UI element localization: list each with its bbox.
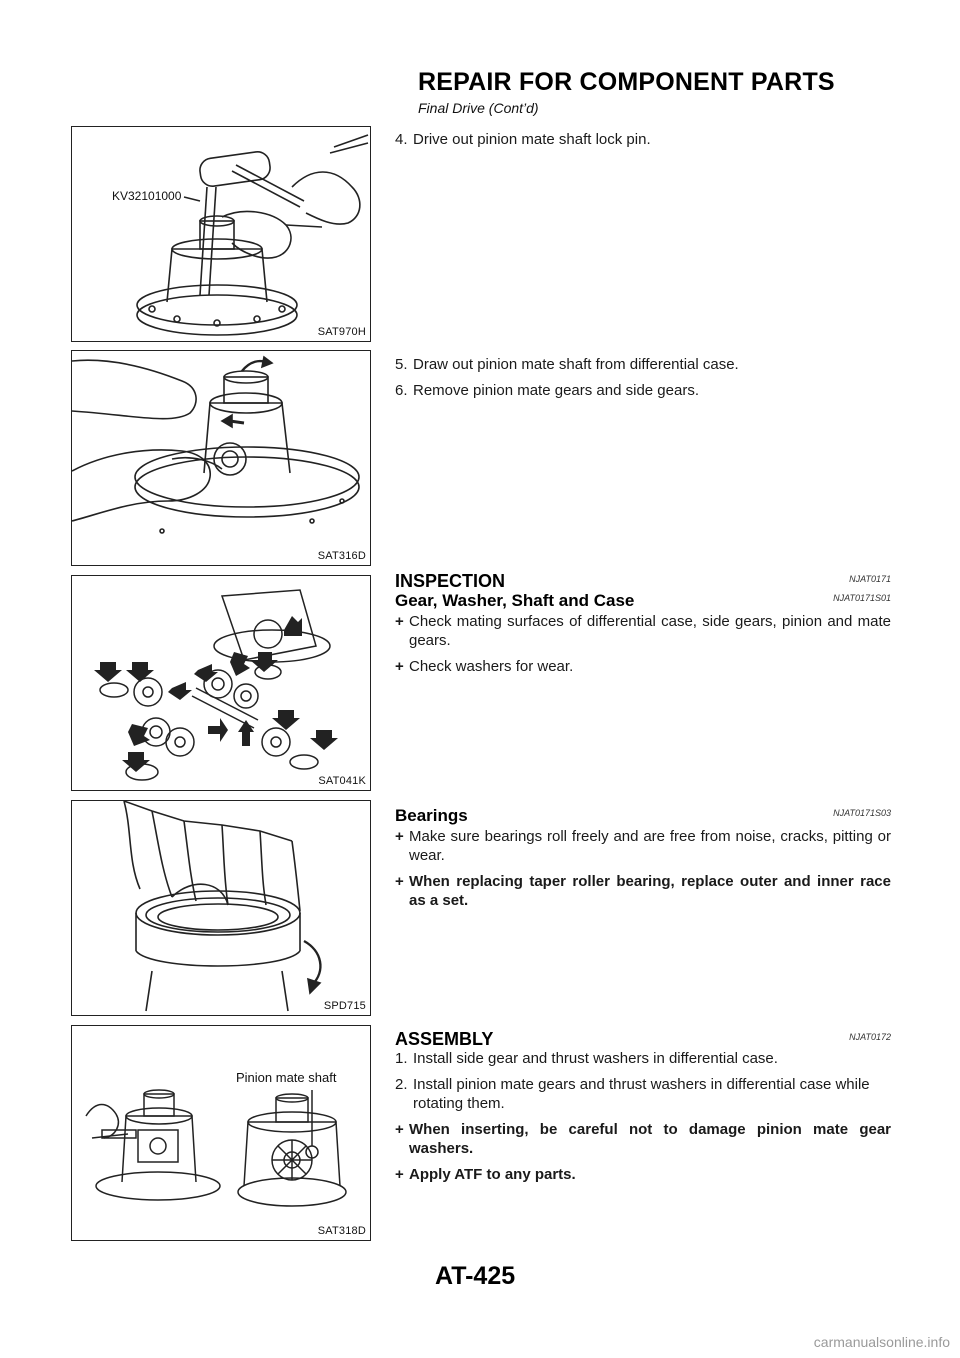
section-heading: ASSEMBLY NJAT0172 — [395, 1029, 891, 1049]
ref-code: NJAT0171S01 — [833, 593, 891, 603]
assembly-illustration — [72, 1026, 370, 1240]
figure-sat970h — [71, 126, 371, 342]
figure-sat318d — [71, 1025, 371, 1241]
figure-spd715 — [71, 800, 371, 1016]
figure-code: SAT970H — [317, 326, 366, 338]
bullet-item: + When inserting, be careful not to damage pinion mate gear washers. — [395, 1121, 891, 1157]
subsection-heading: Bearings NJAT0171S03 — [395, 806, 891, 825]
step-item: 5. Draw out pinion mate shaft from differential case. — [395, 356, 739, 373]
figure-code: SPD715 — [323, 1000, 366, 1012]
figure-code: SAT041K — [318, 775, 366, 787]
bullet-item: + Check mating surfaces of differential case, side gears, pinion and mate gears. — [395, 613, 891, 649]
section-bearings — [395, 806, 891, 917]
ref-code: NJAT0171 — [849, 574, 891, 584]
step-item: 1. Install side gear and thrust washers in differential case. — [395, 1050, 778, 1067]
page-number: AT-425 — [435, 1262, 516, 1290]
figure-sat316d — [71, 350, 371, 566]
hammer-pin-illustration — [72, 127, 370, 341]
step-item: 2. Install pinion mate gears and thrust washers in differential case while rotating them. — [395, 1076, 870, 1112]
watermark: carmanualsonline.info — [813, 1334, 950, 1350]
remove-gear-illustration — [72, 351, 370, 565]
step-item: 6. Remove pinion mate gears and side gears. — [395, 382, 699, 399]
step-item: 4. Drive out pinion mate shaft lock pin. — [395, 131, 651, 148]
figure-code: SAT316D — [317, 550, 366, 562]
figure-sat041k — [71, 575, 371, 791]
bearing-illustration — [72, 801, 370, 1015]
section-heading: INSPECTION NJAT0171 — [395, 571, 891, 591]
section-remove-gears — [395, 355, 891, 407]
bullet-item: + Apply ATF to any parts. — [395, 1166, 576, 1183]
section-assembly — [395, 1030, 891, 1191]
figure-code: SAT318D — [317, 1225, 366, 1237]
bullet-item: + Check washers for wear. — [395, 658, 574, 675]
bullet-item: + Make sure bearings roll freely and are free from noise, cracks, pitting or wear. — [395, 828, 891, 864]
ref-code: NJAT0171S03 — [833, 808, 891, 818]
bullet-item: + When replacing taper roller bearing, replace outer and inner race as a set. — [395, 873, 891, 909]
tool-label: KV32101000 — [112, 189, 182, 203]
section-drive-out-pin — [395, 130, 891, 156]
section-inspection — [395, 572, 891, 683]
section-title: REPAIR FOR COMPONENT PARTS — [418, 68, 835, 96]
ref-code: NJAT0172 — [849, 1032, 891, 1042]
subsection-heading: Gear, Washer, Shaft and Case NJAT0171S01 — [395, 591, 891, 610]
page-header — [418, 68, 835, 116]
section-subtitle: Final Drive (Cont’d) — [418, 100, 539, 116]
part-label: Pinion mate shaft — [236, 1070, 337, 1085]
inspection-parts-illustration — [72, 576, 370, 790]
